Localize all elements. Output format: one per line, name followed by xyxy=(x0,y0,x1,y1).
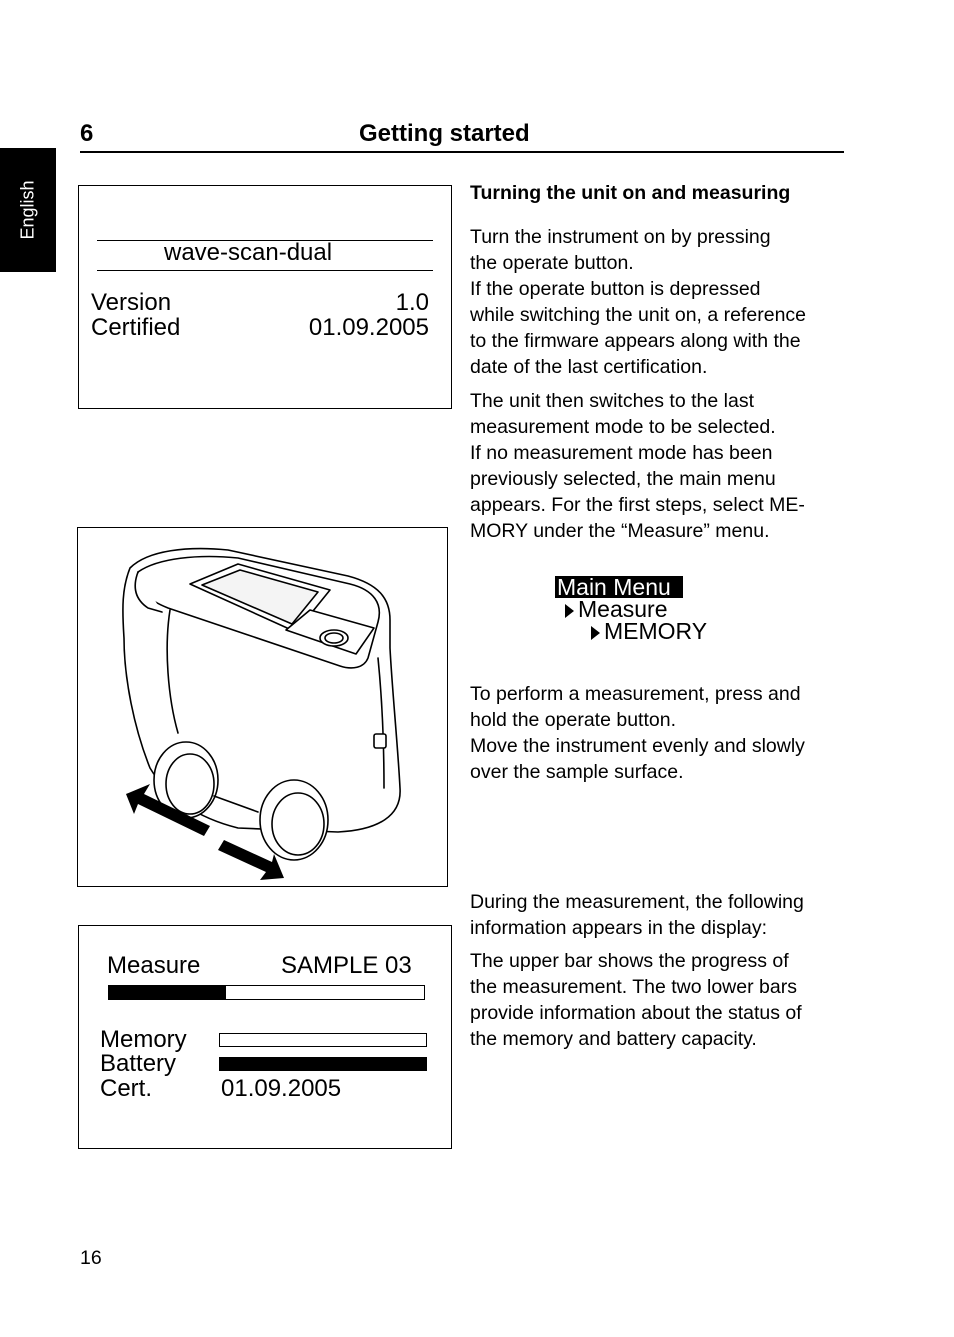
text-line: the operate button. xyxy=(470,252,634,274)
text-line: information appears in the display: xyxy=(470,917,768,939)
text-line: The upper bar shows the progress of xyxy=(470,950,789,972)
text-line: to the firmware appears along with the xyxy=(470,330,801,352)
battery-bar xyxy=(219,1057,427,1071)
instrument-with-motion-arrows-icon xyxy=(78,528,447,886)
startup-display xyxy=(78,185,452,409)
text-line: Turn the instrument on by pressing xyxy=(470,226,771,248)
instrument-illustration xyxy=(77,527,448,887)
text-line: hold the operate button. xyxy=(470,709,676,731)
paragraph-during-measurement xyxy=(470,889,850,941)
menu-item-memory xyxy=(591,620,707,642)
display-device-title: wave-scan-dual xyxy=(164,239,333,266)
certified-label: Certified xyxy=(91,314,181,341)
paragraph-bars-explained xyxy=(470,948,850,1052)
chapter-title: Getting started xyxy=(359,120,530,147)
page-number: 16 xyxy=(80,1247,102,1269)
memory-label: Memory xyxy=(100,1026,187,1053)
text-line: the memory and battery capacity. xyxy=(470,1028,757,1050)
menu-item-measure xyxy=(565,598,667,620)
text-line: the measurement. The two lower bars xyxy=(470,976,797,998)
text-line: over the sample surface. xyxy=(470,761,684,783)
paragraph-perform-measurement xyxy=(470,681,850,785)
menu-item-memory-label: MEMORY xyxy=(604,618,708,644)
text-line: date of the last certification. xyxy=(470,356,708,378)
battery-label: Battery xyxy=(100,1050,177,1077)
text-line: MORY under the “Measure” menu. xyxy=(470,520,770,542)
text-line: Move the instrument evenly and slowly xyxy=(470,735,805,757)
cert-label: Cert. xyxy=(100,1075,153,1102)
mode-label: Measure xyxy=(107,952,201,979)
text-line: If no measurement mode has been xyxy=(470,442,773,464)
text-line: provide information about the status of xyxy=(470,1002,802,1024)
title-rule-bottom xyxy=(97,270,433,271)
text-line: while switching the unit on, a reference xyxy=(470,304,807,326)
language-tab-label: English xyxy=(17,180,38,240)
text-line: If the operate button is depressed xyxy=(470,278,761,300)
text-line: appears. For the first steps, select ME- xyxy=(470,494,805,516)
text-line: measurement mode to be selected. xyxy=(470,416,776,438)
text-line: The unit then switches to the last xyxy=(470,390,754,412)
menu-item-measure-label: Measure xyxy=(578,596,668,622)
cert-value: 01.09.2005 xyxy=(221,1075,342,1102)
version-label: Version xyxy=(91,289,172,316)
certified-value: 01.09.2005 xyxy=(308,314,429,341)
progress-bar xyxy=(108,985,425,1000)
arrow-right-icon xyxy=(591,626,600,640)
progress-bar-fill xyxy=(109,986,226,999)
measuring-display xyxy=(78,925,452,1149)
section-heading: Turning the unit on and measuring xyxy=(470,182,791,204)
main-menu-display xyxy=(555,574,708,644)
paragraph-mode-select xyxy=(470,388,850,544)
version-value: 1.0 xyxy=(395,289,429,316)
text-line: To perform a measurement, press and xyxy=(470,683,801,705)
text-line: During the measurement, the following xyxy=(470,891,804,913)
chapter-rule xyxy=(80,151,844,153)
text-line: previously selected, the main menu xyxy=(470,468,776,490)
menu-header: Main Menu xyxy=(555,576,683,598)
sample-label: SAMPLE 03 xyxy=(281,952,412,979)
paragraph-power-on xyxy=(470,224,850,380)
chapter-number: 6 xyxy=(80,120,94,147)
language-tab xyxy=(0,148,56,272)
arrow-right-icon xyxy=(565,604,574,618)
battery-bar-fill xyxy=(220,1058,426,1070)
memory-bar xyxy=(219,1033,427,1047)
